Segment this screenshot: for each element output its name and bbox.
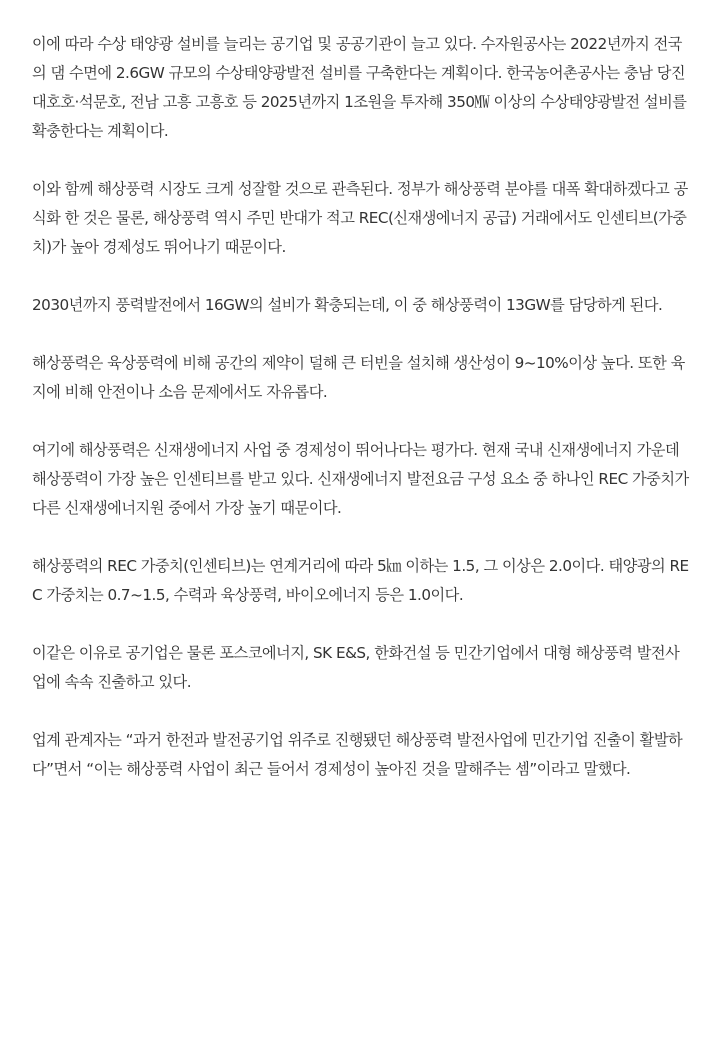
article-paragraph: 해상풍력은 육상풍력에 비해 공간의 제약이 덜해 큰 터빈을 설치해 생산성이 9~10%이상 높다. 또한 육지에 비해 안전이나 소음 문제에서도 자유롭다. [32,354,685,401]
article-body [32,30,692,813]
article-paragraph: 업계 관계자는 “과거 한전과 발전공기업 위주로 진행됐던 해상풍력 발전사업에 민간기업 진출이 활발하다”면서 “이는 해상풍력 사업이 최근 들어서 경제성이 높아진 것을 말해주는 셈”이라고 말했다. [32,731,683,778]
article-paragraph: 이같은 이유로 공기업은 물론 포스코에너지, SK E&S, 한화건설 등 민간기업에서 대형 해상풍력 발전사업에 속속 진출하고 있다. [32,644,680,691]
article-paragraph: 여기에 해상풍력은 신재생에너지 사업 중 경제성이 뛰어나다는 평가다. 현재 국내 신재생에너지 가운데 해상풍력이 가장 높은 인센티브를 받고 있다. 신재생에너지 발전요금 구성 요소 중 하나인 REC 가중치가 다른 신재생에너지원 중에서 가장 높기 때문이다. [32,441,689,517]
article-paragraph: 2030년까지 풍력발전에서 16GW의 설비가 확충되는데, 이 중 해상풍력이 13GW를 담당하게 된다. [32,296,663,314]
article-paragraph: 이와 함께 해상풍력 시장도 크게 성잘할 것으로 관측된다. 정부가 해상풍력 분야를 대폭 확대하겠다고 공식화 한 것은 물론, 해상풍력 역시 주민 반대가 적고 REC(신재생에너지 공급) 거래에서도 인센티브(가중치)가 높아 경제성도 뛰어나기 때문이다. [32,180,688,256]
article-paragraph: 해상풍력의 REC 가중치(인센티브)는 연계거리에 따라 5㎞ 이하는 1.5, 그 이상은 2.0이다. 태양광의 REC 가중치는 0.7~1.5, 수력과 육상풍력, 바이오에너지 등은 1.0이다. [32,557,689,604]
article-paragraph: 이에 따라 수상 태양광 설비를 늘리는 공기업 및 공공기관이 늘고 있다. 수자원공사는 2022년까지 전국의 댐 수면에 2.6GW 규모의 수상태양광발전 설비를 구축한다는 계획이다. 한국농어촌공사는 충남 당진 대호호·석문호, 전남 고흥 고흥호 등 2025년까지 1조원을 투자해 350㎿ 이상의 수상태양광발전 설비를 확충한다는 계획이다. [32,35,687,140]
